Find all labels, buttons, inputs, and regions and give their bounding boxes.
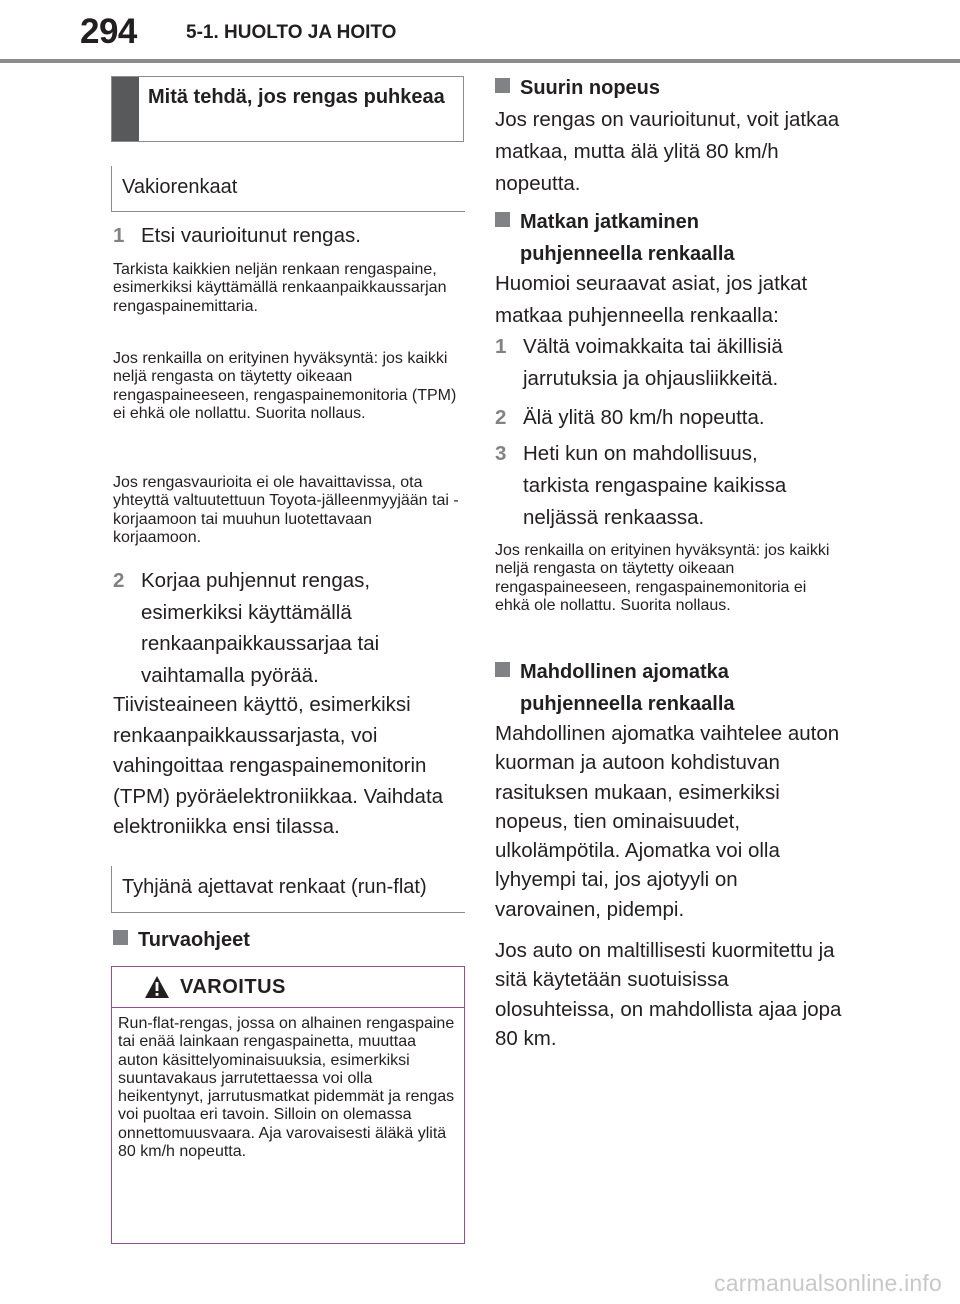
bullet-square-icon [113, 930, 128, 945]
bullet-square-icon [495, 78, 510, 93]
warning-header [112, 967, 464, 1008]
max-speed-text: Jos rengas on vaurioitunut, voit jatkaa matkaa, mutta älä ylitä 80 km/h nopeutta. [495, 108, 840, 195]
warning-triangle-icon [144, 975, 170, 999]
bullet-continue-driving [495, 210, 845, 270]
bullet-title: Mahdollinen ajomatka puhjenneella renkaalla [520, 661, 735, 715]
subheading-standard-box [111, 166, 465, 212]
bullet-safety [113, 928, 463, 954]
step-text: Älä ylitä 80 km/h nopeutta. [523, 406, 765, 429]
warning-text: Run-flat-rengas, jossa on alhainen rengaspaine tai enää lainkaan rengaspainetta, muuttaa auton käsittelyominaisuuksia, esimerkiksi suuntavakaus jarrutettaessa voi olla heikentynyt, jarrutusmatkat pidemmät ja rengas voi puoltaa eri tavoin. Silloin on olemassa onnettomuusvaara. Aja varovaisesti äläkä ylitä 80 km/h nopeutta. [118, 1015, 455, 1161]
topic-title: Mitä tehdä, jos rengas puhkeaa [148, 86, 445, 108]
step-text: Korjaa puhjennut rengas, esimerkiksi käyttämällä renkaanpaikkaussarjaa tai vaihtamalla pyörää. [141, 569, 380, 687]
step-text: Etsi vaurioitunut rengas. [141, 224, 361, 247]
warning-box [111, 966, 465, 1244]
section-title: 5-1. HUOLTO JA HOITO [186, 22, 397, 43]
page-number: 294 [80, 12, 137, 51]
bullet-title: Matkan jatkaminen puhjenneella renkaalla [520, 211, 735, 265]
sealant-warning-text: Tiivisteaineen käyttö, esimerkiksi renkaanpaikkaussarjasta, voi vahingoittaa rengaspainemonitorin (TPM) pyöräelektroniikkaa. Vaihdata elektroniikka ensi tilassa. [113, 693, 444, 838]
subheading-runflat-box [111, 866, 465, 913]
note-tire-pressure: Tarkista kaikkien neljän renkaan rengaspaine, esimerkiksi käyttämällä renkaanpaikkaussarjan rengaspainemittaria. [113, 261, 447, 315]
subheading-runflat: Tyhjänä ajettavat renkaat (run-flat) [122, 876, 427, 898]
topic-title-box [111, 76, 464, 142]
bullet-max-speed [495, 76, 845, 102]
continue-driving-text: Huomioi seuraavat asiat, jos jatkat matkaa puhjenneella renkaalla: [495, 272, 808, 327]
watermark: carmanualsonline.info [714, 1270, 942, 1296]
title-accent-bar [112, 77, 139, 141]
step-text: Vältä voimakkaita tai äkillisiä jarrutuksia ja ohjausliikkeitä. [523, 335, 783, 390]
bullet-square-icon [495, 662, 510, 677]
range-text-1: Mahdollinen ajomatka vaihtelee auton kuorman ja autoon kohdistuvan rasituksen mukaan, esimerkiksi nopeus, tien ominaisuudet, ulkolämpötila. Ajomatka voi olla lyhyempi tai, jos ajotyyli on varovainen, pidempi. [495, 722, 840, 921]
bullet-title: Suurin nopeus [520, 77, 660, 99]
warning-title: VAROITUS [180, 976, 286, 998]
bullet-possible-range [495, 660, 845, 720]
range-text-2: Jos auto on maltillisesti kuormitettu ja sitä käytetään suotuisissa olosuhteissa, on mahdollista ajaa jopa 80 km. [495, 939, 842, 1050]
step-number: 1 [113, 224, 125, 247]
subheading-standard: Vakiorenkaat [122, 176, 238, 198]
step-number: 3 [495, 442, 507, 465]
bullet-title: Turvaohjeet [138, 929, 250, 951]
note-special-approval-right: Jos renkailla on erityinen hyväksyntä: jos kaikki neljä rengasta on täytetty oikeaan rengaspaineeseen, rengaspainemonitoria ei ehkä ole nollattu. Suorita nollaus. [495, 542, 830, 614]
note-no-damage: Jos rengasvaurioita ei ole havaittavissa, ota yhteyttä valtuutettuun Toyota-jälleenmyyjään tai -korjaamoon tai muuhun luotettavaan korjaamoon. [113, 474, 459, 546]
step-number: 2 [495, 406, 507, 429]
header-divider [0, 59, 960, 63]
step-number: 2 [113, 569, 125, 592]
note-special-approval: Jos renkailla on erityinen hyväksyntä: jos kaikki neljä rengasta on täytetty oikeaan rengaspaineeseen, rengaspainemonitoria (TPM) ei ehkä ole nollattu. Suorita nollaus. [113, 350, 457, 422]
bullet-square-icon [495, 212, 510, 227]
step-text: Heti kun on mahdollisuus, tarkista rengaspaine kaikissa neljässä renkaassa. [523, 442, 787, 529]
step-number: 1 [495, 335, 507, 358]
